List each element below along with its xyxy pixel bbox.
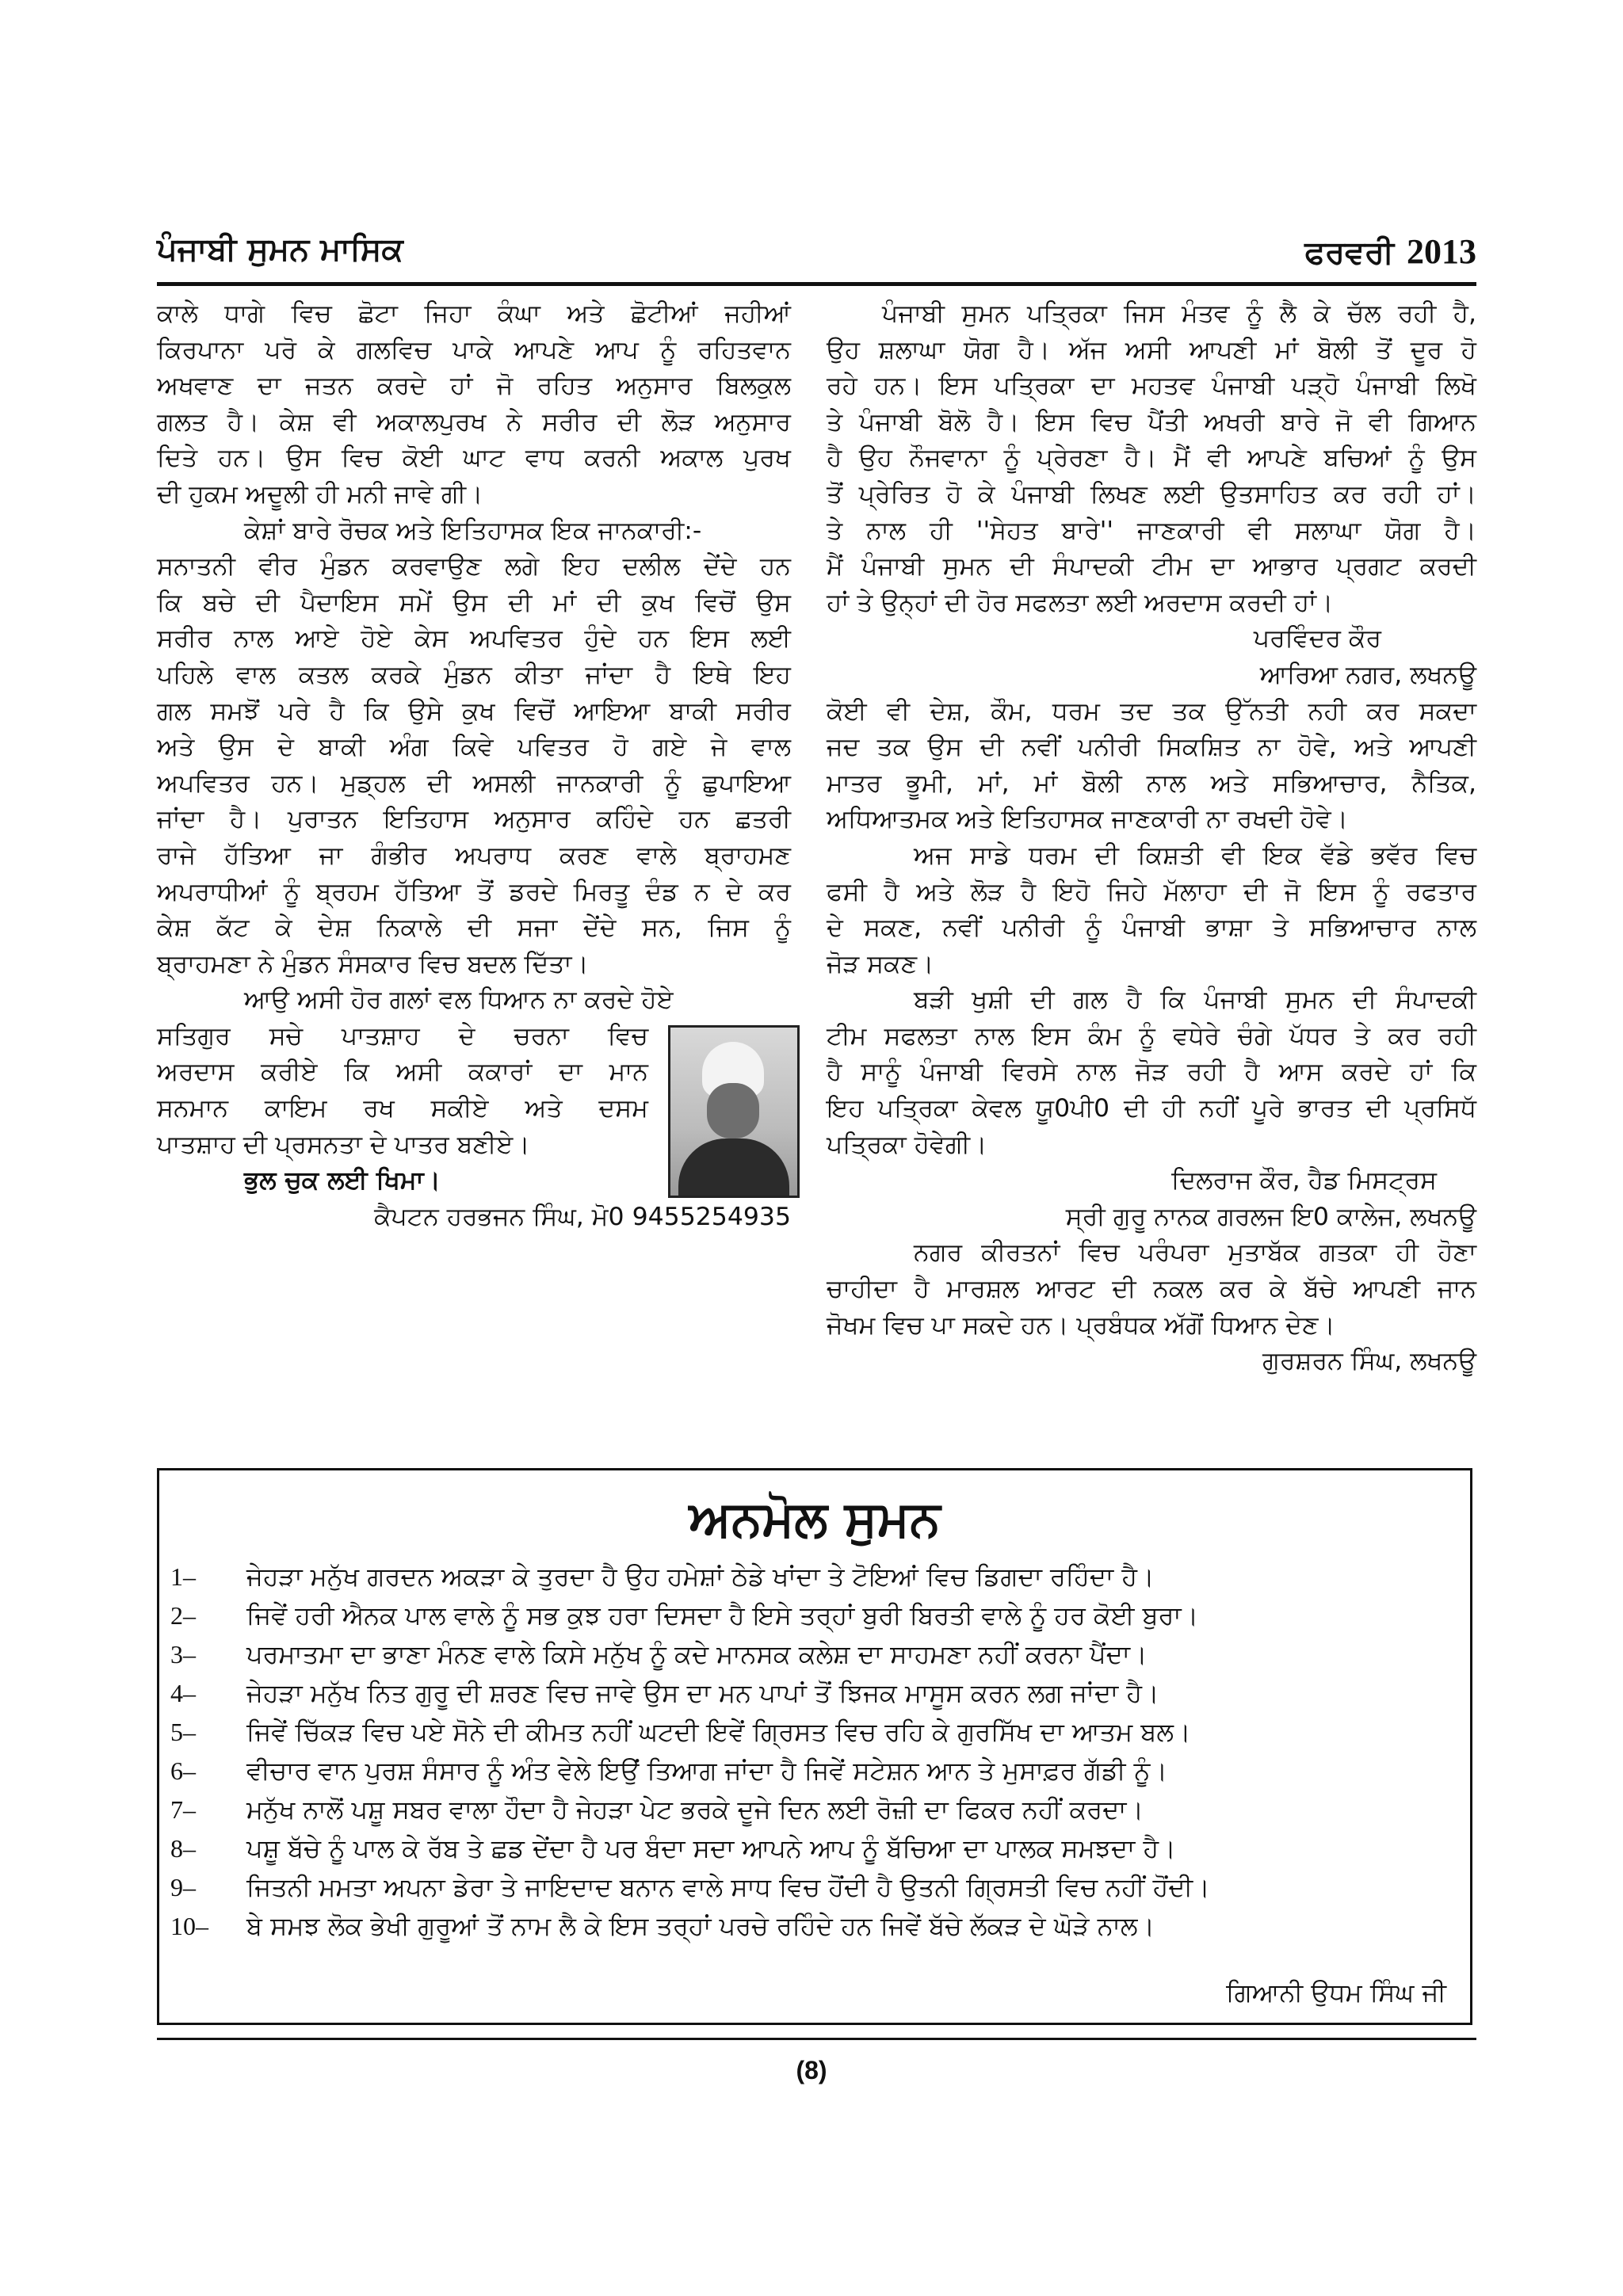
text-line: ਅਜ ਸਾਡੇ ਧਰਮ ਦੀ ਕਿਸ਼ਤੀ ਵੀ ਇਕ ਵੱਡੇ ਭਵੱਰ ਵਿਚ: [914, 841, 1476, 870]
issue-month: ਫਰਵਰੀ: [1304, 235, 1394, 271]
closing-note: ਭੁਲ ਚੁਕ ਲਈ ਖਿਮਾ।: [244, 1166, 441, 1196]
text-line: ਰਹੇ ਹਨ। ਇਸ ਪਤ੍ਰਿਕਾ ਦਾ ਮਹਤਵ ਪੰਜਾਬੀ ਪੜ੍ਹੋ ਪੰਜਾਬੀ ਲਿਖੋ: [827, 372, 1476, 401]
quote-number: 6–: [170, 1756, 196, 1785]
text-line: ਉਹ ਸ਼ਲਾਘਾ ਯੋਗ ਹੈ। ਅੱਜ ਅਸੀ ਆਪਣੀ ਮਾਂ ਬੋਲੀ ਤੋਂ ਦੂਰ ਹੋ: [827, 335, 1476, 364]
text-line: ਟੀਮ ਸਫਲਤਾ ਨਾਲ ਇਸ ਕੰਮ ਨੂੰ ਵਧੇਰੇ ਚੰਗੇ ਪੱਧਰ ਤੇ ਕਰ ਰਹੀ: [827, 1021, 1476, 1051]
quote-number: 1–: [170, 1562, 196, 1591]
text-line: ਅਪਰਾਧੀਆਂ ਨੂੰ ਬ੍ਰਹਮ ਹੱਤਿਆ ਤੋਂ ਡਰਦੇ ਮਿਰਤੂ ਦੰਡ ਨ ਦੇ ਕਰ: [157, 877, 791, 906]
text-line: ਹੈ ਸਾਨੂੰ ਪੰਜਾਬੀ ਵਿਰਸੇ ਨਾਲ ਜੋੜ ਰਹੀ ਹੈ ਆਸ ਕਰਦੇ ਹਾਂ ਕਿ: [827, 1058, 1476, 1087]
letter-signature-name: ਪਰਵਿੰਦਰ ਕੌਰ: [1253, 624, 1381, 654]
quote-item: [159, 1791, 1470, 1829]
text-line: ਪਤ੍ਰਿਕਾ ਹੋਵੇਗੀ।: [827, 1130, 987, 1159]
quote-text: ਪਰਮਾਤਮਾ ਦਾ ਭਾਣਾ ਮੰਨਣ ਵਾਲੇ ਕਿਸੇ ਮਨੁੱਖ ਨੂੰ ਕਦੇ ਮਾਨਸਕ ਕਲੇਸ਼ ਦਾ ਸਾਹਮਣਾ ਨਹੀਂ ਕਰਨਾ ਪੈਂਦਾ।: [246, 1639, 1148, 1669]
quote-item: [159, 1907, 1470, 1946]
quote-item: [159, 1674, 1470, 1713]
text-line: ਨਗਰ ਕੀਰਤਨਾਂ ਵਿਚ ਪਰੰਪਰਾ ਮੁਤਾਬੱਕ ਗਤਕਾ ਹੀ ਹੋਣਾ: [914, 1238, 1476, 1268]
quote-text: ਜਿਵੇਂ ਚਿੱਕੜ ਵਿਚ ਪਏ ਸੋਨੇ ਦੀ ਕੀਮਤ ਨਹੀਂ ਘਟਦੀ ਇਵੇਂ ਗ੍ਰਿਸਤ ਵਿਚ ਰਹਿ ਕੇ ਗੁਰਸਿੱਖ ਦਾ ਆਤਮ ਬਲ।: [246, 1717, 1191, 1747]
text-line: ਅਖਵਾਣ ਦਾ ਜਤਨ ਕਰਦੇ ਹਾਂ ਜੋ ਰਹਿਤ ਅਨੁਸਾਰ ਬਿਲਕੁਲ: [157, 372, 791, 401]
text-line: ਜਦ ਤਕ ਉਸ ਦੀ ਨਵੀਂ ਪਨੀਰੀ ਸਿਕਸ਼ਿਤ ਨਾ ਹੋਵੇ, ਅਤੇ ਆਪਣੀ: [827, 733, 1476, 762]
text-line: ਕੋਈ ਵੀ ਦੇਸ਼, ਕੌਮ, ਧਰਮ ਤਦ ਤਕ ਉੱਨਤੀ ਨਹੀ ਕਰ ਸਕਦਾ: [827, 696, 1476, 726]
page-header: [157, 231, 1476, 280]
quote-list: [159, 1558, 1470, 1946]
text-line: ਅਤੇ ਉਸ ਦੇ ਬਾਕੀ ਅੰਗ ਕਿਵੇ ਪਵਿਤਰ ਹੋ ਗਏ ਜੇ ਵਾਲ: [157, 733, 791, 762]
anmol-suman-box: [157, 1468, 1472, 2025]
text-line: ਮਾਤਰ ਭੂਮੀ, ਮਾਂ, ਮਾਂ ਬੋਲੀ ਨਾਲ ਅਤੇ ਸਭਿਆਚਾਰ, ਨੈਤਿਕ,: [827, 769, 1476, 798]
quote-number: 5–: [170, 1718, 196, 1746]
magazine-title: ਪੰਜਾਬੀ ਸੁਮਨ ਮਾਸਿਕ: [157, 231, 403, 268]
text-line: ਬੜੀ ਖੁਸ਼ੀ ਦੀ ਗਲ ਹੈ ਕਿ ਪੰਜਾਬੀ ਸੁਮਨ ਦੀ ਸੰਪਾਦਕੀ: [914, 986, 1476, 1015]
text-line: ਜਾਂਦਾ ਹੈ। ਪੁਰਾਤਨ ਇਤਿਹਾਸ ਅਨੁਸਾਰ ਕਹਿੰਦੇ ਹਨ ਛਤਰੀ: [157, 805, 791, 834]
letter-signature-place: ਸ੍ਰੀ ਗੁਰੂ ਨਾਨਕ ਗਰਲਜ ਇ0 ਕਾਲੇਜ, ਲਖਨਊ: [1065, 1202, 1476, 1231]
text-line: ਰਾਜੇ ਹੱਤਿਆ ਜਾ ਗੰਭੀਰ ਅਪਰਾਧ ਕਰਣ ਵਾਲੇ ਬ੍ਰਾਹਮਣ: [157, 841, 791, 870]
text-line: ਸਨਮਾਨ ਕਾਇਮ ਰਖ ਸਕੀਏ ਅਤੇ ਦਸਮ: [157, 1094, 648, 1123]
text-line: ਜੋੜ ਸਕਣ।: [827, 949, 934, 978]
text-line: ਆਉ ਅਸੀ ਹੋਰ ਗਲਾਂ ਵਲ ਧਿਆਨ ਨਾ ਕਰਦੇ ਹੋਏ: [244, 986, 674, 1015]
text-line: ਦੇ ਸਕਣ, ਨਵੀਂ ਪਨੀਰੀ ਨੂੰ ਪੰਜਾਬੀ ਭਾਸ਼ਾ ਤੇ ਸਭਿਆਚਾਰ ਨਾਲ: [827, 913, 1476, 943]
letter-signature-place: ਆਰਿਆ ਨਗਰ, ਲਖਨਊ: [1259, 660, 1476, 689]
section-heading: ਕੇਸ਼ਾਂ ਬਾਰੇ ਰੋਚਕ ਅਤੇ ਇਤਿਹਾਸਕ ਇਕ ਜਾਨਕਾਰੀ:-: [244, 516, 702, 545]
quote-item: [159, 1558, 1470, 1596]
quote-item: [159, 1596, 1470, 1635]
text-line: ਕਿ ਬਚੇ ਦੀ ਪੈਦਾਇਸ ਸਮੇਂ ਉਸ ਦੀ ਮਾਂ ਦੀ ਕੁਖ ਵਿਚੋਂ ਉਸ: [157, 588, 791, 617]
box-signature: ਗਿਆਨੀ ਉਧਮ ਸਿੰਘ ਜੀ: [1226, 1978, 1446, 2008]
text-line: ਕੇਸ਼ ਕੱਟ ਕੇ ਦੇਸ਼ ਨਿਕਾਲੇ ਦੀ ਸਜਾ ਦੇਂਦੇ ਸਨ, ਜਿਸ ਨੂੰ: [157, 913, 791, 943]
coat-shape: [678, 1138, 789, 1198]
quote-text: ਵੀਚਾਰ ਵਾਨ ਪੁਰਸ਼ ਸੰਸਾਰ ਨੂੰ ਅੰਤ ਵੇਲੇ ਇਉਂ ਤਿਆਗ ਜਾਂਦਾ ਹੈ ਜਿਵੇਂ ਸਟੇਸ਼ਨ ਆਨ ਤੇ ਮੁਸਾਫ਼ਰ ਗੱਡੀ ਨੂੰ।: [246, 1756, 1168, 1786]
letter-signature-name: ਦਿਲਰਾਜ ਕੌਰ, ਹੈਡ ਮਿਸਟ੍ਰਸ: [1171, 1166, 1437, 1196]
author-signature: ਕੈਪਟਨ ਹਰਭਜਨ ਸਿੰਘ, ਮੋ0 9455254935: [374, 1202, 791, 1231]
quote-number: 10–: [170, 1912, 208, 1940]
text-line: ਅਰਦਾਸ ਕਰੀਏ ਕਿ ਅਸੀ ਕਕਾਰਾਂ ਦਾ ਮਾਨ: [157, 1058, 648, 1087]
photo-wrap-block: [157, 1019, 791, 1163]
face-shape: [707, 1083, 759, 1138]
text-line: ਸਰੀਰ ਨਾਲ ਆਏ ਹੋਏ ਕੇਸ ਅਪਵਿਤਰ ਹੁੰਦੇ ਹਨ ਇਸ ਲਈ: [157, 624, 791, 654]
right-column: [827, 296, 1476, 1380]
text-line: ਤੋਂ ਪ੍ਰੇਰਿਤ ਹੋ ਕੇ ਪੰਜਾਬੀ ਲਿਖਣ ਲਈ ਉਤਸਾਹਿਤ ਕਰ ਰਹੀ ਹਾਂ।: [827, 479, 1476, 509]
text-line: ਇਹ ਪਤ੍ਰਿਕਾ ਕੇਵਲ ਯੂ0ਪੀ0 ਦੀ ਹੀ ਨਹੀਂ ਪੂਰੇ ਭਾਰਤ ਦੀ ਪ੍ਰਸਿਧੱ: [827, 1094, 1476, 1123]
author-photo: [668, 1025, 800, 1198]
quote-text: ਬੇ ਸਮਝ ਲੋਕ ਭੇਖੀ ਗੁਰੂਆਂ ਤੋਂ ਨਾਮ ਲੈ ਕੇ ਇਸ ਤਰ੍ਹਾਂ ਪਰਚੇ ਰਹਿੰਦੇ ਹਨ ਜਿਵੇਂ ਬੱਚੇ ਲੱਕੜ ਦੇ ਘੋੜੇ ਨਾਲ।: [246, 1911, 1155, 1941]
text-line: ਕਾਲੇ ਧਾਗੇ ਵਿਚ ਛੋਟਾ ਜਿਹਾ ਕੰਘਾ ਅਤੇ ਛੋਟੀਆਂ ਜਹੀਆਂ: [157, 299, 791, 328]
text-line: ਪਹਿਲੇ ਵਾਲ ਕਤਲ ਕਰਕੇ ਮੁੰਡਨ ਕੀਤਾ ਜਾਂਦਾ ਹੈ ਇਥੇ ਇਹ: [157, 660, 791, 689]
text-line: ਕਿਰਪਾਨਾ ਪਰੋ ਕੇ ਗਲਵਿਚ ਪਾਕੇ ਆਪਣੇ ਆਪ ਨੂੰ ਰਹਿਤਵਾਨ: [157, 335, 791, 364]
text-line: ਦਿਤੇ ਹਨ। ਉਸ ਵਿਚ ਕੋਈ ਘਾਟ ਵਾਧ ਕਰਨੀ ਅਕਾਲ ਪੁਰਖ: [157, 444, 791, 473]
quote-text: ਜਿਤਨੀ ਮਮਤਾ ਅਪਨਾ ਡੇਰਾ ਤੇ ਜਾਇਦਾਦ ਬਨਾਨ ਵਾਲੇ ਸਾਧ ਵਿਚ ਹੋਂਦੀ ਹੈ ਉਤਨੀ ਗ੍ਰਿਸਤੀ ਵਿਚ ਨਹੀਂ ਹੋਂਦੀ।: [246, 1872, 1210, 1902]
text-line: ਬ੍ਰਾਹਮਣਾ ਨੇ ਮੁੰਡਨ ਸੰਸਕਾਰ ਵਿਚ ਬਦਲ ਦਿੱਤਾ।: [157, 949, 589, 978]
text-line: ਫਸੀ ਹੈ ਅਤੇ ਲੋੜ ਹੈ ਇਹੋ ਜਿਹੇ ਮੱਲਾਹਾ ਦੀ ਜੋ ਇਸ ਨੂੰ ਰਫਤਾਰ: [827, 877, 1476, 906]
quote-item: [159, 1868, 1470, 1907]
text-line: ਦੀ ਹੁਕਮ ਅਦੂਲੀ ਹੀ ਮਨੀ ਜਾਵੇ ਗੀ।: [157, 479, 483, 509]
quote-number: 7–: [170, 1795, 196, 1824]
text-line: ਸਨਾਤਨੀ ਵੀਰ ਮੁੰਡਨ ਕਰਵਾਉਣ ਲਗੇ ਇਹ ਦਲੀਲ ਦੇਂਦੇ ਹਨ: [157, 552, 791, 582]
text-line: ਹੈ ਉਹ ਨੌਜਵਾਨਾ ਨੂੰ ਪ੍ਰੇਰਣਾ ਹੈ। ਮੈਂ ਵੀ ਆਪਣੇ ਬਚਿਆਂ ਨੂੰ ਉਸ: [827, 444, 1476, 473]
quote-number: 2–: [170, 1601, 196, 1630]
page-number: (8): [796, 2056, 827, 2084]
header-rule: [157, 282, 1476, 286]
quote-text: ਮਨੁੱਖ ਨਾਲੋਂ ਪਸ਼ੂ ਸਬਰ ਵਾਲਾ ਹੌਦਾ ਹੈ ਜੇਹੜਾ ਪੇਟ ਭਰਕੇ ਦੂਜੇ ਦਿਨ ਲਈ ਰੋਜ਼ੀ ਦਾ ਫਿਕਰ ਨਹੀਂ ਕਰਦਾ।: [246, 1794, 1144, 1825]
letter-signature: ਗੁਰਸ਼ਰਨ ਸਿੰਘ, ਲਖਨਊ: [1262, 1347, 1476, 1376]
text-line: ਜੋਖਮ ਵਿਚ ਪਾ ਸਕਦੇ ਹਨ। ਪ੍ਰਬੰਧਕ ਅੱਗੋਂ ਧਿਆਨ ਦੇਣ।: [827, 1310, 1335, 1340]
quote-number: 9–: [170, 1873, 196, 1901]
footer-rule: [157, 2038, 1476, 2040]
text-line: ਗਲ ਸਮਝੋਂ ਪਰੇ ਹੈ ਕਿ ਉਸੇ ਕੁਖ ਵਿਚੋਂ ਆਇਆ ਬਾਕੀ ਸਰੀਰ: [157, 696, 791, 726]
quote-text: ਜੇਹੜਾ ਮਨੁੱਖ ਨਿਤ ਗੁਰੂ ਦੀ ਸ਼ਰਣ ਵਿਚ ਜਾਵੇ ਉਸ ਦਾ ਮਨ ਪਾਪਾਂ ਤੋਂ ਝਿਜਕ ਮਾਸੂਸ ਕਰਨ ਲਗ ਜਾਂਦਾ ਹੈ।: [246, 1678, 1159, 1708]
text-line: ਅਧਿਆਤਮਕ ਅਤੇ ਇਤਿਹਾਸਕ ਜਾਣਕਾਰੀ ਨਾ ਰਖਦੀ ਹੋਵੇ।: [827, 805, 1348, 834]
quote-item: [159, 1713, 1470, 1752]
quote-number: 3–: [170, 1640, 196, 1669]
quote-item: [159, 1829, 1470, 1868]
quote-number: 4–: [170, 1679, 196, 1707]
quote-text: ਪਸ਼ੂ ਬੱਚੇ ਨੂੰ ਪਾਲ ਕੇ ਰੱਬ ਤੇ ਛਡ ਦੇਂਦਾ ਹੈ ਪਰ ਬੰਦਾ ਸਦਾ ਆਪਨੇ ਆਪ ਨੂੰ ਬੱਚਿਆ ਦਾ ਪਾਲਕ ਸਮਝਦਾ ਹੈ।: [246, 1833, 1176, 1863]
issue-year: 2013: [1407, 232, 1476, 271]
text-line: ਪਾਤਸ਼ਾਹ ਦੀ ਪ੍ਰਸਨਤਾ ਦੇ ਪਾਤਰ ਬਣੀਏ।: [157, 1130, 530, 1159]
text-line: ਚਾਹੀਦਾ ਹੈ ਮਾਰਸ਼ਲ ਆਰਟ ਦੀ ਨਕਲ ਕਰ ਕੇ ਬੱਚੇ ਆਪਣੀ ਜਾਨ: [827, 1275, 1476, 1304]
quote-item: [159, 1752, 1470, 1791]
quote-text: ਜਿਵੇਂ ਹਰੀ ਐਨਕ ਪਾਲ ਵਾਲੇ ਨੂੰ ਸਭ ਕੁਝ ਹਰਾ ਦਿਸਦਾ ਹੈ ਇਸੇ ਤਰ੍ਹਾਂ ਬੁਰੀ ਬਿਰਤੀ ਵਾਲੇ ਨੂੰ ਹਰ ਕੋਈ ਬੁਰਾ।: [246, 1600, 1199, 1630]
text-line: ਤੇ ਪੰਜਾਬੀ ਬੋਲੋ ਹੈ। ਇਸ ਵਿਚ ਪੈਂਤੀ ਅਖਰੀ ਬਾਰੇ ਜੋ ਵੀ ਗਿਆਨ: [827, 407, 1476, 437]
box-title: ਅਨਮੋਲ ਸੁਮਨ: [689, 1489, 941, 1547]
text-line: ਤੇ ਨਾਲ ਹੀ ''ਸੇਹਤ ਬਾਰੇ'' ਜਾਣਕਾਰੀ ਵੀ ਸਲਾਘਾ ਯੋਗ ਹੈ।: [827, 516, 1476, 545]
text-line: ਪੰਜਾਬੀ ਸੁਮਨ ਪਤ੍ਰਿਕਾ ਜਿਸ ਮੰਤਵ ਨੂੰ ਲੈ ਕੇ ਚੱਲ ਰਹੀ ਹੈ,: [882, 299, 1476, 328]
quote-number: 8–: [170, 1834, 196, 1863]
text-line: ਸਤਿਗੁਰ ਸਚੇ ਪਾਤਸ਼ਾਹ ਦੇ ਚਰਨਾ ਵਿਚ: [157, 1021, 648, 1051]
issue-date: [1304, 231, 1476, 272]
quote-text: ਜੇਹੜਾ ਮਨੁੱਖ ਗਰਦਨ ਅਕੜਾ ਕੇ ਤੁਰਦਾ ਹੈ ਉਹ ਹਮੇਸ਼ਾਂ ਠੇਡੇ ਖਾਂਦਾ ਤੇ ਟੋਇਆਂ ਵਿਚ ਡਿਗਦਾ ਰਹਿੰਦਾ ਹੈ।: [246, 1562, 1155, 1592]
text-line: ਅਪਵਿਤਰ ਹਨ। ਮੁਡ੍ਹਲ ਦੀ ਅਸਲੀ ਜਾਨਕਾਰੀ ਨੂੰ ਛੁਪਾਇਆ: [157, 769, 791, 798]
text-line: ਮੈਂ ਪੰਜਾਬੀ ਸੁਮਨ ਦੀ ਸੰਪਾਦਕੀ ਟੀਮ ਦਾ ਆਭਾਰ ਪ੍ਰਗਟ ਕਰਦੀ: [827, 552, 1476, 582]
text-line: ਹਾਂ ਤੇ ਉਨ੍ਹਾਂ ਦੀ ਹੋਰ ਸਫਲਤਾ ਲਈ ਅਰਦਾਸ ਕਰਦੀ ਹਾਂ।: [827, 588, 1334, 617]
quote-item: [159, 1635, 1470, 1674]
text-line: ਗਲਤ ਹੈ। ਕੇਸ਼ ਵੀ ਅਕਾਲਪੁਰਖ ਨੇ ਸਰੀਰ ਦੀ ਲੋੜ ਅਨੁਸਾਰ: [157, 407, 791, 437]
left-column: [157, 296, 791, 1235]
